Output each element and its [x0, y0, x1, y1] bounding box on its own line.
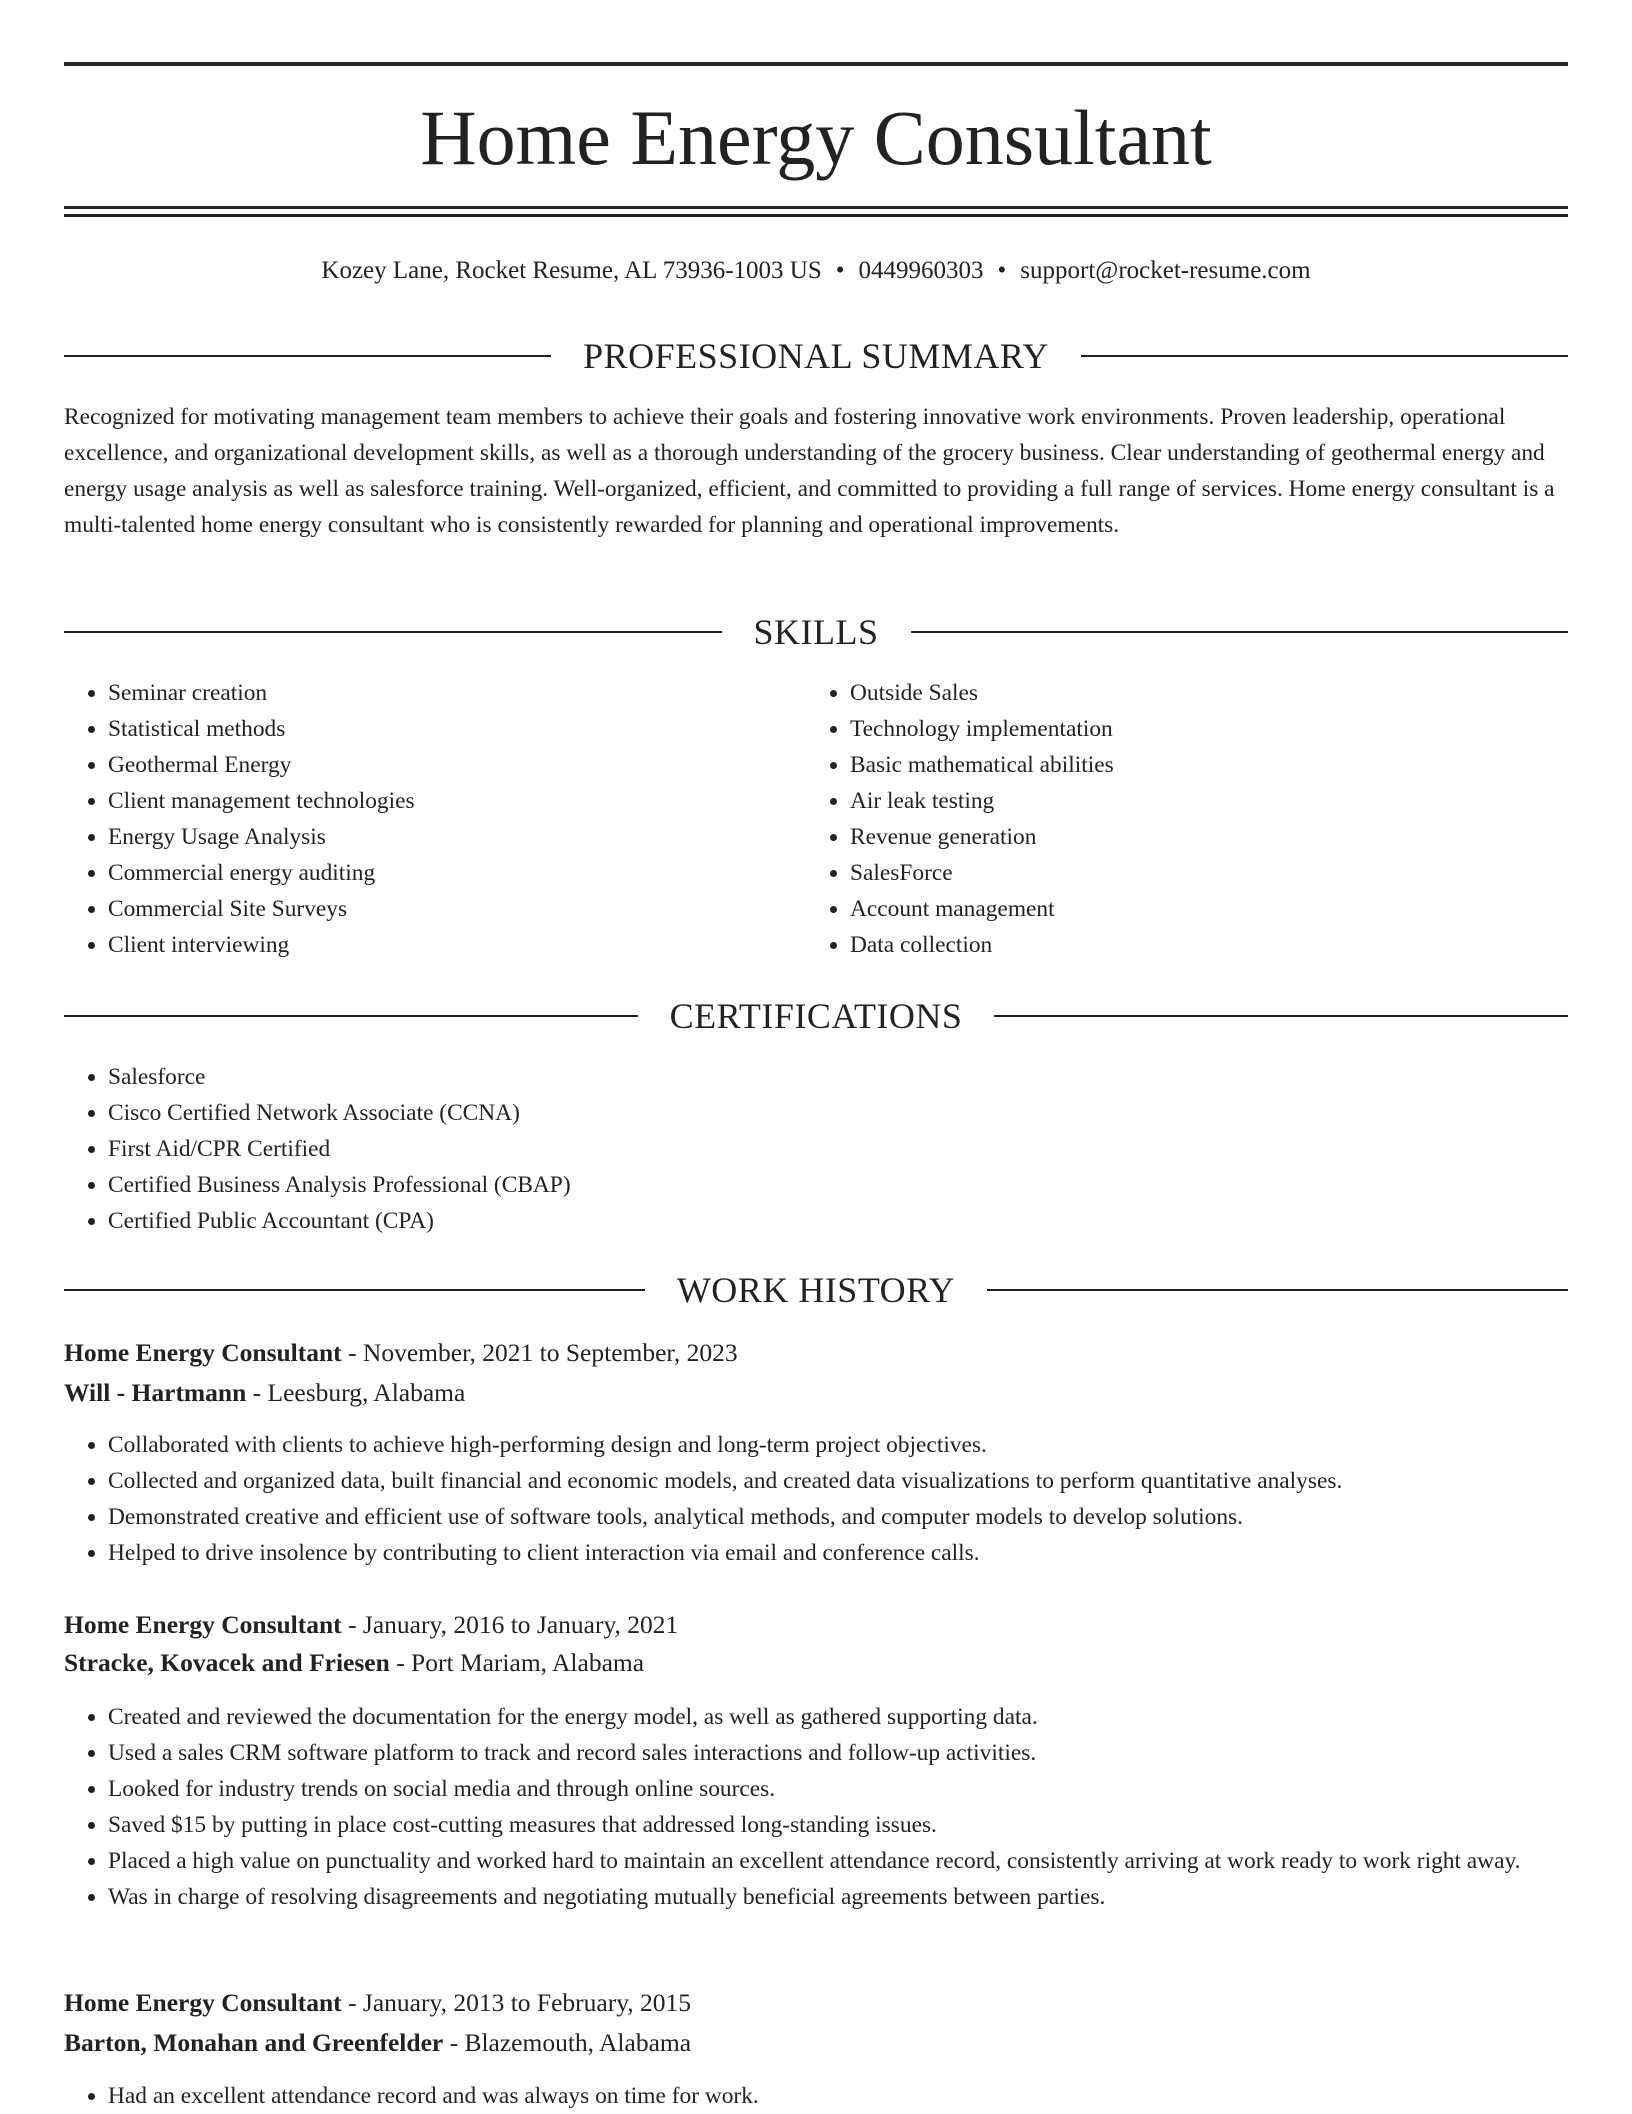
list-item: • Revenue generation [850, 819, 1566, 855]
job-company: Stracke, Kovacek and Friesen [64, 1648, 390, 1677]
job-bullets-block [64, 1699, 1568, 1915]
work-title: WORK HISTORY [676, 1270, 956, 1310]
job-location: - Port Mariam, Alabama [389, 1648, 645, 1677]
list-item: • Salesforce [108, 1059, 1568, 1095]
heading-rule-right [987, 1289, 1568, 1291]
job-company-line [64, 1375, 1568, 1411]
list-item: • Account management [850, 891, 1566, 927]
list-item: • Was in charge of resolving disagreements and negotiating mutually beneficial agreements between parties. [108, 1879, 1568, 1915]
contact-separator: • [835, 257, 845, 284]
contact-address: Kozey Lane, Rocket Resume, AL 73936-1003 US [321, 257, 822, 284]
list-item: • Demonstrated creative and efficient use of software tools, analytical methods, and computer models to develop solutions. [108, 1499, 1568, 1535]
list-item: • Air leak testing [850, 783, 1566, 819]
list-item: • Energy Usage Analysis [108, 819, 804, 855]
heading-rule-left [64, 1289, 645, 1291]
list-item: • Certified Business Analysis Professional (CBAP) [108, 1167, 1568, 1203]
skills-column-left [64, 675, 804, 963]
list-item: • Seminar creation [108, 675, 804, 711]
job-location: - Blazemouth, Alabama [443, 2028, 692, 2057]
job-bullets-block [64, 1427, 1568, 1571]
heading-rule-left [64, 355, 551, 357]
double-rule [64, 206, 1568, 217]
list-item: • Saved $15 by putting in place cost-cutting measures that addressed long-standing issues. [108, 1807, 1568, 1843]
job-company: Barton, Monahan and Greenfelder [64, 2028, 444, 2057]
list-item: • Basic mathematical abilities [850, 747, 1566, 783]
skills-list-right [806, 675, 1566, 963]
list-item: • Created and reviewed the documentation for the energy model, as well as gathered supporting data. [108, 1699, 1568, 1735]
list-item: • Commercial Site Surveys [108, 891, 804, 927]
list-item: • Helped to drive insolence by contributing to client interaction via email and conference calls. [108, 1535, 1568, 1571]
list-item: • Technology implementation [850, 711, 1566, 747]
list-item: • Collected and organized data, built financial and economic models, and created data visualizations to perform quantitative analyses. [108, 1463, 1568, 1499]
heading-rule-right [1081, 355, 1568, 357]
job-company: Will - Hartmann [64, 1378, 247, 1407]
list-item: • Cisco Certified Network Associate (CCNA) [108, 1095, 1568, 1131]
list-item: • Client interviewing [108, 927, 804, 963]
job-bullets-block [64, 2078, 1568, 2114]
heading-rule-right [911, 631, 1569, 633]
job-title-line [64, 1985, 1568, 2021]
skills-title: SKILLS [753, 612, 879, 652]
heading-rule-right [994, 1015, 1568, 1017]
certifications-block [64, 1059, 1568, 1239]
top-rule [64, 62, 1568, 66]
job-dates: - January, 2013 to February, 2015 [341, 1988, 692, 2017]
heading-rule-left [64, 1015, 638, 1017]
contact-phone: 0449960303 [858, 257, 984, 284]
list-item: • Used a sales CRM software platform to track and record sales interactions and follow-up activities. [108, 1735, 1568, 1771]
contact-email: support@rocket-resume.com [1020, 257, 1311, 284]
certifications-title: CERTIFICATIONS [669, 996, 963, 1036]
job-bullets [64, 2078, 1568, 2114]
list-item: • Looked for industry trends on social media and through online sources. [108, 1771, 1568, 1807]
certifications-list [64, 1059, 1568, 1239]
job-title-line [64, 1607, 1568, 1643]
skills-list-left [64, 675, 804, 963]
list-item: • SalesForce [850, 855, 1566, 891]
list-item: • Commercial energy auditing [108, 855, 804, 891]
job-title: Home Energy Consultant [64, 1610, 342, 1639]
job-dates: - November, 2021 to September, 2023 [341, 1338, 738, 1367]
contact-line [64, 254, 1568, 288]
job-title: Home Energy Consultant [64, 1338, 342, 1367]
list-item: • Geothermal Energy [108, 747, 804, 783]
summary-text: Recognized for motivating management team members to achieve their goals and fostering innovative work environments. Proven leadership, operational excellence, and organizational development skills, as well as a thorough understanding of the grocery business. Clear understanding of geothermal energy and energy usage analysis as well as salesforce training. Well-organized, efficient, and committed to providing a full range of services. Home energy consultant is a multi-talented home energy consultant who is consistently rewarded for planning and operational improvements. [64, 404, 1555, 538]
list-item: • Client management technologies [108, 783, 804, 819]
job-title: Home Energy Consultant [64, 1988, 342, 2017]
job-bullets [64, 1427, 1568, 1571]
job-company-line [64, 1645, 1568, 1681]
list-item: • Collaborated with clients to achieve high-performing design and long-term project objectives. [108, 1427, 1568, 1463]
list-item: • First Aid/CPR Certified [108, 1131, 1568, 1167]
certifications-heading [64, 994, 1568, 1038]
list-item: • Placed a high value on punctuality and worked hard to maintain an excellent attendance record, consistently arriving at work ready to work right away. [108, 1843, 1568, 1879]
summary-title: PROFESSIONAL SUMMARY [583, 336, 1049, 376]
summary-heading [64, 334, 1568, 378]
job-bullets [64, 1699, 1568, 1915]
list-item: • Outside Sales [850, 675, 1566, 711]
work-heading [64, 1268, 1568, 1312]
skills-heading [64, 610, 1568, 654]
list-item: • Data collection [850, 927, 1566, 963]
contact-separator: • [997, 257, 1007, 284]
job-company-line [64, 2025, 1568, 2061]
list-item: • Had an excellent attendance record and was always on time for work. [108, 2078, 1568, 2114]
candidate-name: Home Energy Consultant [420, 94, 1212, 181]
job-title-line [64, 1335, 1568, 1371]
heading-rule-left [64, 631, 722, 633]
list-item: • Statistical methods [108, 711, 804, 747]
job-location: - Leesburg, Alabama [246, 1378, 466, 1407]
skills-column-right [806, 675, 1566, 963]
job-dates: - January, 2016 to January, 2021 [341, 1610, 679, 1639]
list-item: • Certified Public Accountant (CPA) [108, 1203, 1568, 1239]
